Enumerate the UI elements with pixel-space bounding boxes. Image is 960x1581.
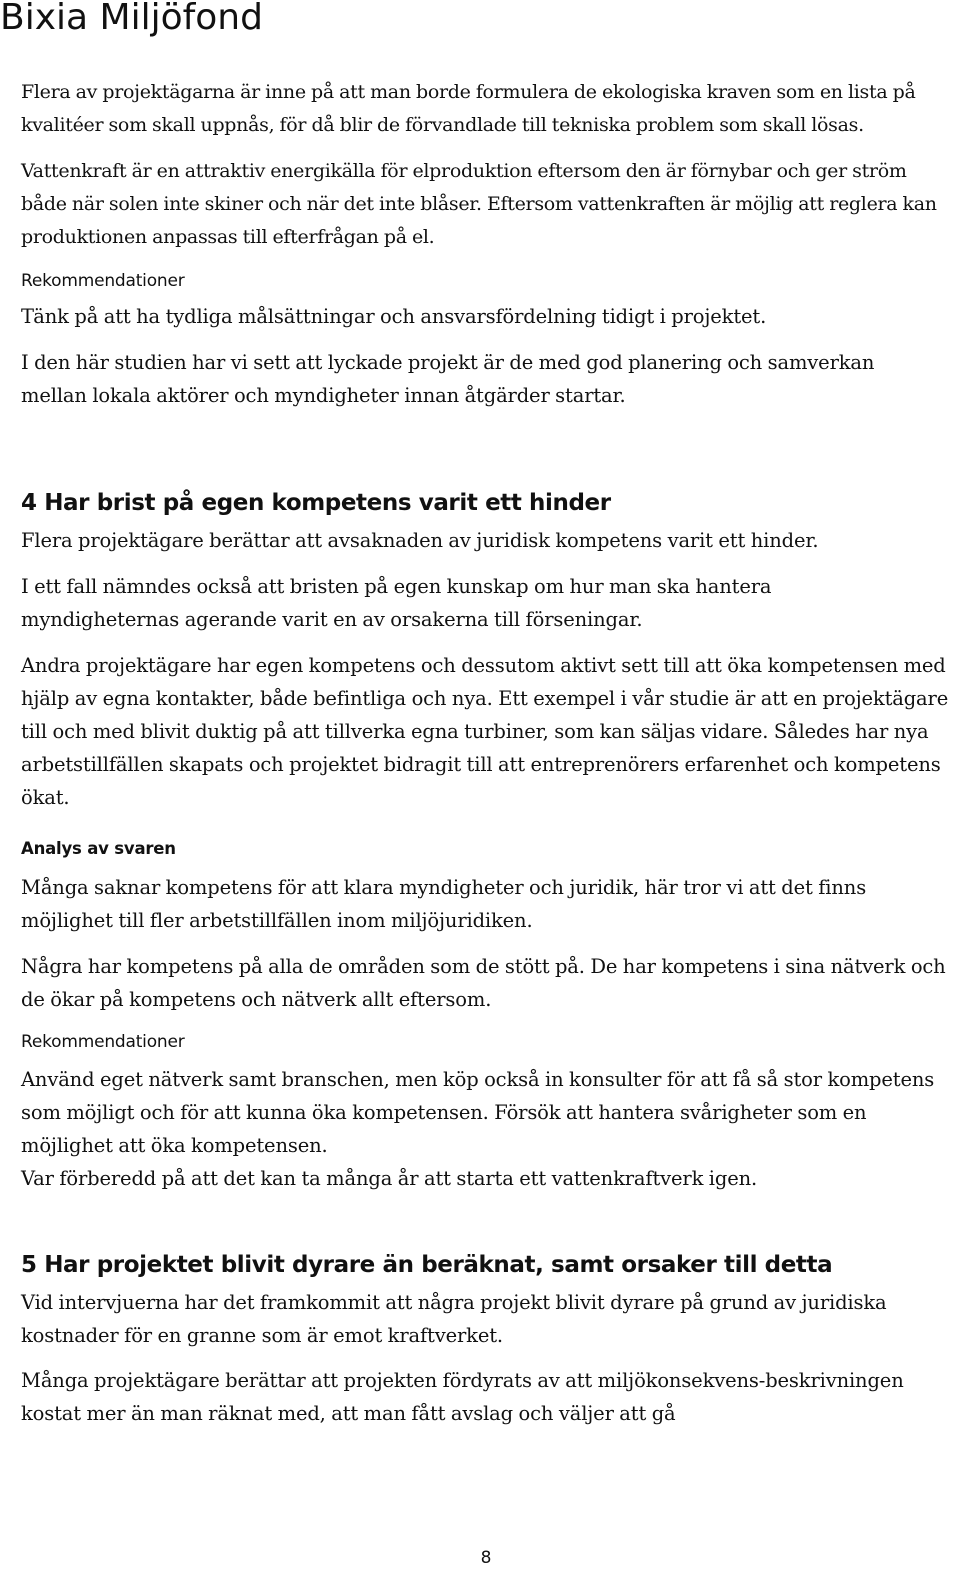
intro-recommendation-2: I den här studien har vi sett att lyckade projekt är de med god planering och samverkan mellan lokala aktörer och myndigheter innan åtgärder startar. <box>21 351 875 407</box>
analysis-paragraph-2: Några har kompetens på alla de områden som de stött på. De har kompetens i sina nätverk och de ökar på kompetens och nätverk allt eftersom. <box>21 955 946 1011</box>
document-body <box>21 76 951 1430</box>
section-4-recommendation-2: Var förberedd på att det kan ta många år att starta ett vattenkraftverk igen. <box>21 1167 758 1190</box>
section-4-recommendation-1: Använd eget nätverk samt branschen, men köp också in konsulter för att få så stor kompetens som möjligt och för att kunna öka kompetensen. Försök att hantera svårigheter som en möjlighet att öka kompetensen. <box>21 1068 935 1157</box>
section-4-recommendations-heading: Rekommendationer <box>21 1032 185 1052</box>
page-title: Bixia Miljöfond <box>0 0 263 38</box>
section-4-paragraph-1: Flera projektägare berättar att avsaknaden av juridisk kompetens varit ett hinder. <box>21 529 819 552</box>
section-4-paragraph-2: I ett fall nämndes också att bristen på egen kunskap om hur man ska hantera myndigheternas agerande varit en av orsakerna till förseningar. <box>21 575 772 631</box>
section-4-heading: 4 Har brist på egen kompetens varit ett hinder <box>21 490 611 516</box>
page-number: 8 <box>480 1548 492 1568</box>
section-4-paragraph-3: Andra projektägare har egen kompetens och dessutom aktivt sett till att öka kompetensen med hjälp av egna kontakter, både befintliga och nya. Ett exempel i vår studie är att en projektägare till och med blivit duktig på att tillverka egna turbiner, som kan säljas vidare. Således har nya arbetstillfällen skapats och projektet bidragit till att entreprenörers erfarenhet och kompetens ökat. <box>21 654 949 809</box>
analysis-heading: Analys av svaren <box>21 839 176 858</box>
intro-paragraph-2: Vattenkraft är en attraktiv energikälla för elproduktion eftersom den är förnybar och ger ström både när solen inte skiner och när det inte blåser. Eftersom vattenkraften är möjlig att reglera kan produktionen anpassas till efterfrågan på el. <box>21 160 937 248</box>
section-5-heading: 5 Har projektet blivit dyrare än beräknat, samt orsaker till detta <box>21 1252 833 1278</box>
intro-recommendation-1: Tänk på att ha tydliga målsättningar och ansvarsfördelning tidigt i projektet. <box>21 305 767 328</box>
section-5-paragraph-2: Många projektägare berättar att projekten fördyrats av att miljökonsekvens-beskrivningen kostat mer än man räknat med, att man fått avslag och väljer att gå <box>21 1369 904 1425</box>
intro-paragraph-1: Flera av projektägarna är inne på att man borde formulera de ekologiska kraven som en lista på kvalitéer som skall uppnås, för då blir de förvandlade till tekniska problem som skall lösas. <box>21 81 916 136</box>
section-5-paragraph-1: Vid intervjuerna har det framkommit att några projekt blivit dyrare på grund av juridiska kostnader för en granne som är emot kraftverket. <box>21 1291 887 1347</box>
intro-recommendations-heading: Rekommendationer <box>21 271 185 291</box>
analysis-paragraph-1: Många saknar kompetens för att klara myndigheter och juridik, här tror vi att det finns möjlighet till fler arbetstillfällen inom miljöjuridiken. <box>21 876 867 932</box>
